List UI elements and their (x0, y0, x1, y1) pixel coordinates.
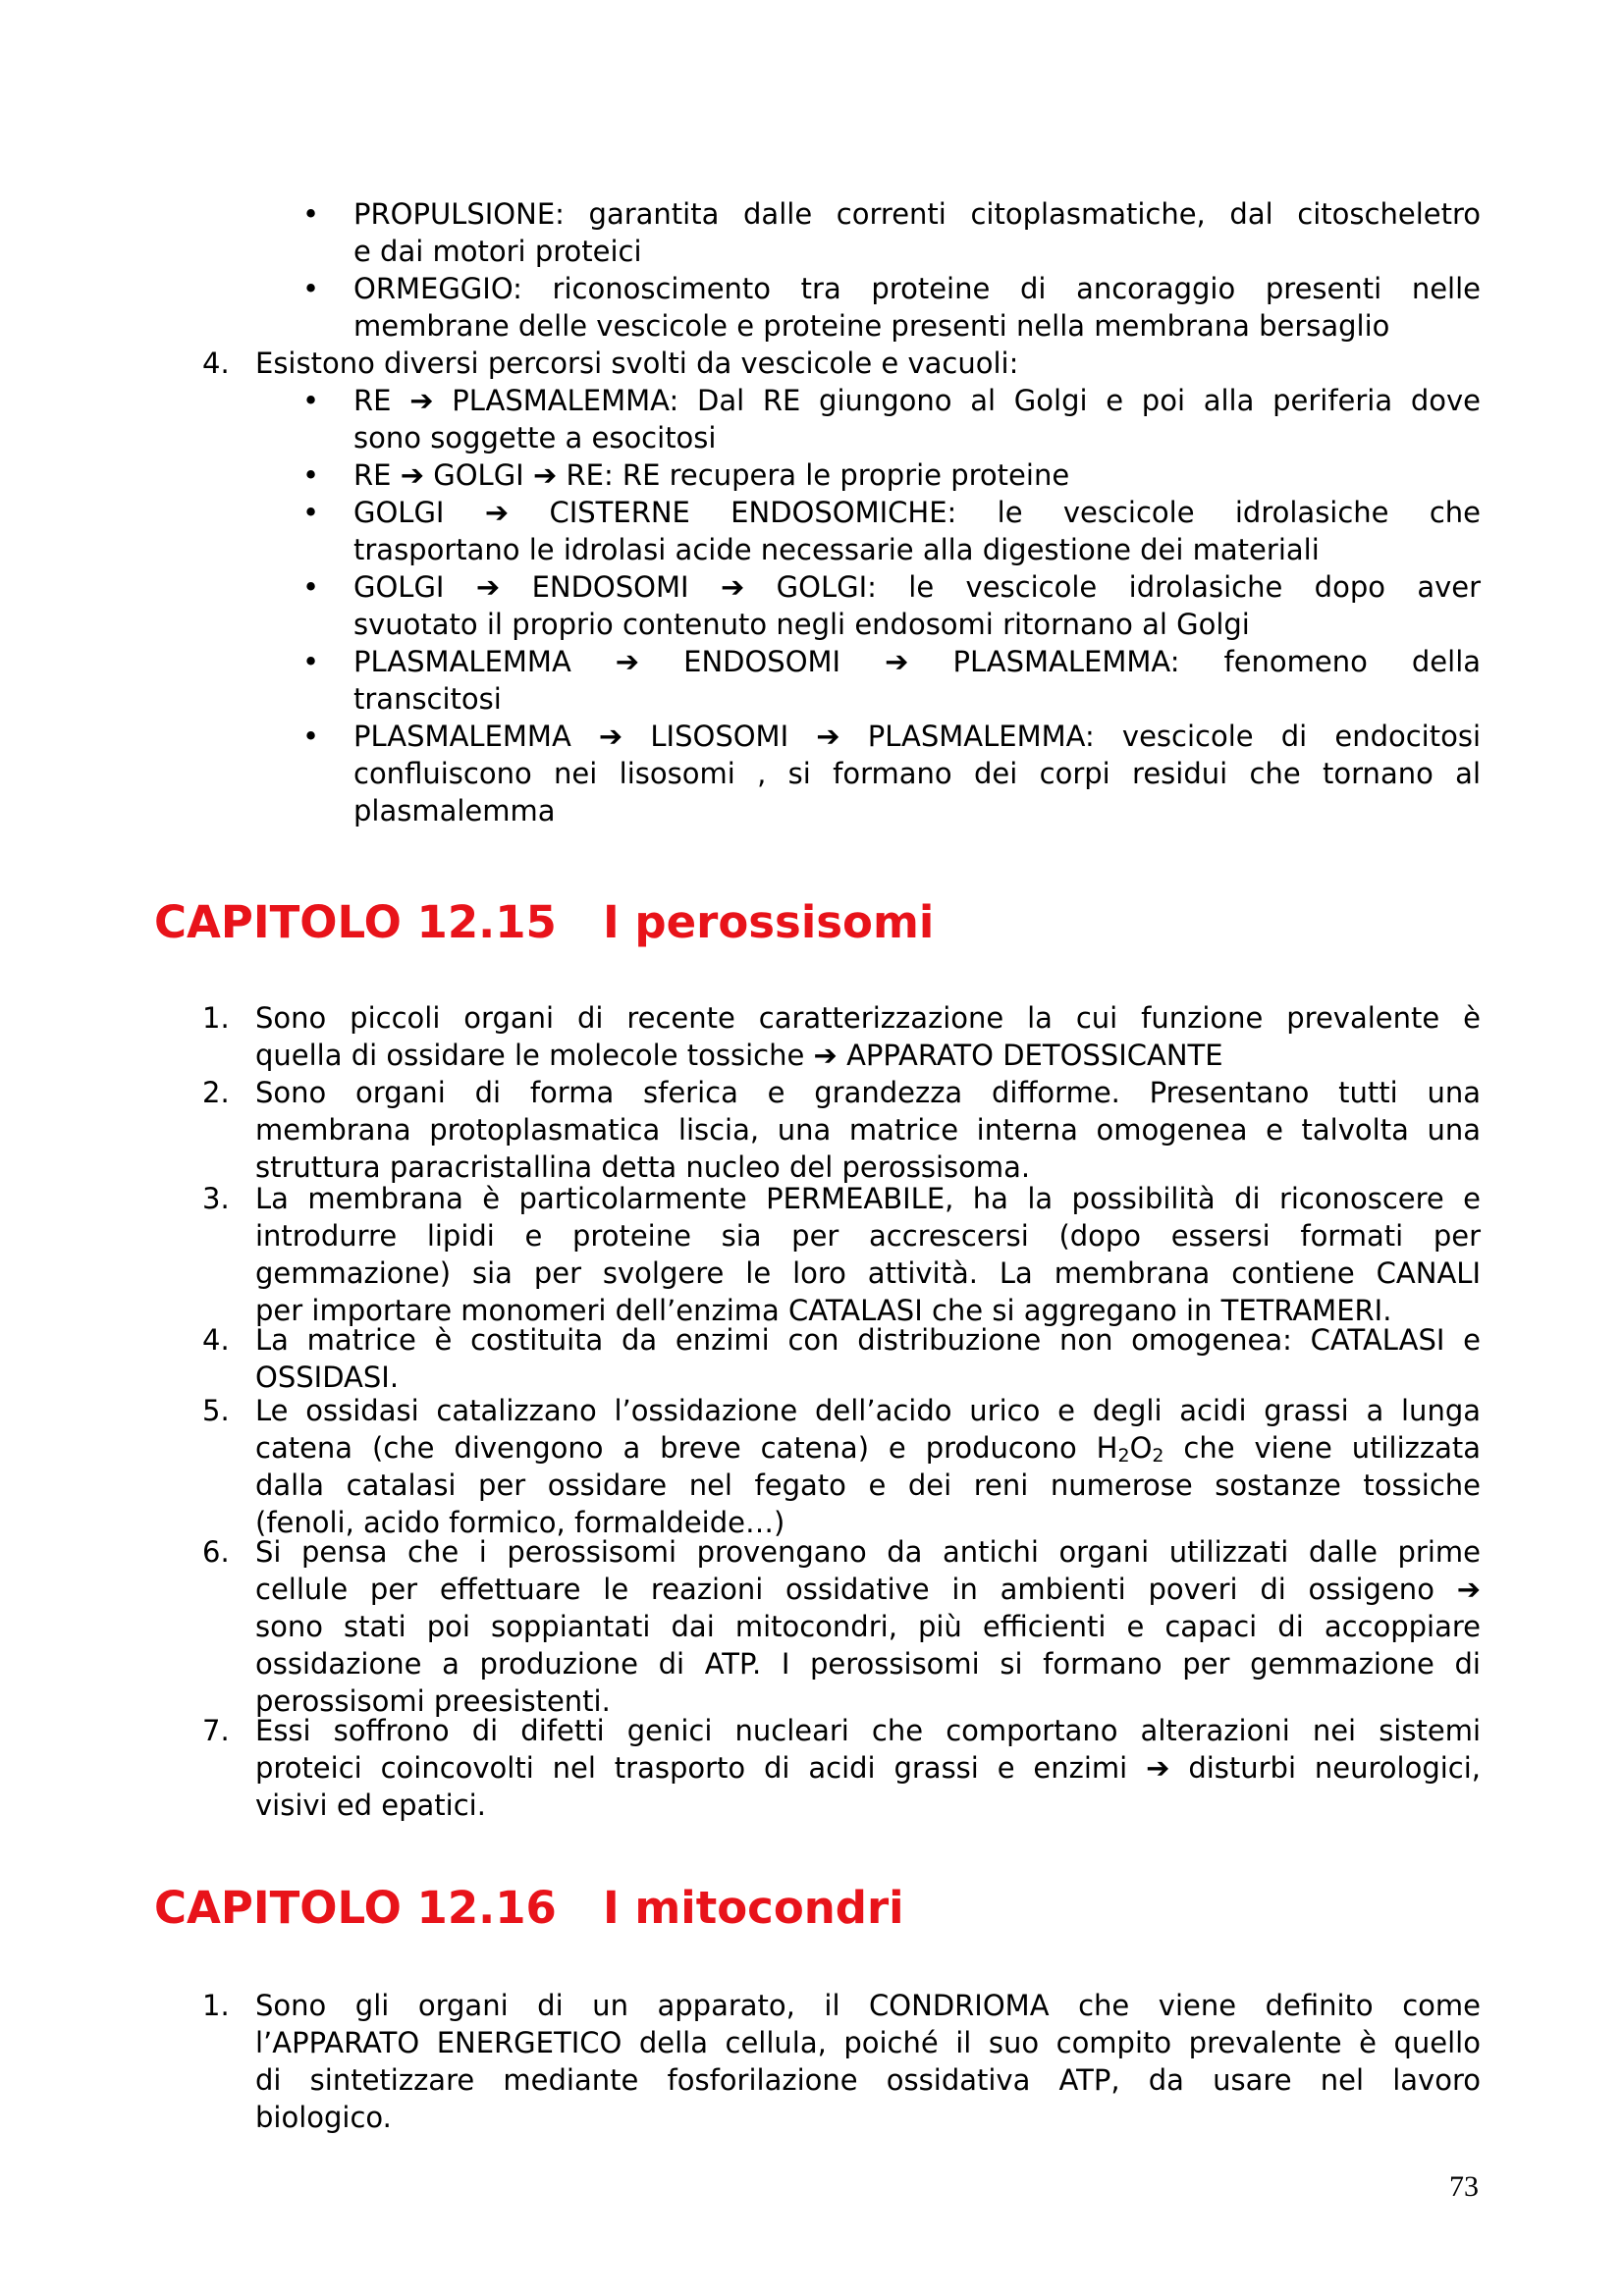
text-line: Sono organi di forma sferica e grandezza difforme. Presentano tutti una (255, 1076, 1481, 1109)
text-line: dalla catalasi per ossidare nel fegato e dei reni numerose sostanze tossiche (255, 1468, 1481, 1502)
text-line: PROPULSIONE: garantita dalle correnti citoplasmatiche, dal citoscheletro (353, 197, 1481, 231)
text-line: (fenoli, acido formico, formaldeide…) (255, 1506, 785, 1539)
text-line: plasmalemma (353, 794, 556, 828)
text-line: l’APPARATO ENERGETICO della cellula, poiché il suo compito prevalente è quello (255, 2026, 1481, 2059)
item-number: 3. (202, 1182, 230, 1215)
bullet-icon: • (302, 496, 320, 529)
arrow-right-icon: ➔ (615, 645, 640, 678)
text-line: e dai motori proteici (353, 235, 642, 268)
text-line: sono stati poi soppiantati dai mitocondri, più efficienti e capaci di accoppiare (255, 1610, 1481, 1643)
arrow-right-icon: ➔ (720, 570, 745, 604)
bullet-icon: • (302, 570, 320, 604)
arrow-right-icon: ➔ (400, 458, 425, 492)
text-line: PLASMALEMMA ➔ ENDOSOMI ➔ PLASMALEMMA: fenomeno della (353, 645, 1482, 678)
arrow-right-icon: ➔ (475, 570, 501, 604)
text-line: La membrana è particolarmente PERMEABILE, ha la possibilità di riconoscere e (255, 1182, 1481, 1215)
text-line: proteici coincovolti nel trasporto di acidi grassi e enzimi ➔ disturbi neurologici, (255, 1751, 1482, 1785)
bullet-icon: • (302, 197, 320, 231)
text-line: Sono gli organi di un apparato, il CONDRIOMA che viene definito come (255, 1989, 1481, 2022)
chapter-heading (154, 895, 934, 950)
text-line: Le ossidasi catalizzano l’ossidazione dell’acido urico e degli acidi grassi a lunga (255, 1394, 1481, 1427)
chapter-number: CAPITOLO 12.15 (154, 896, 557, 948)
arrow-right-icon: ➔ (532, 458, 558, 492)
text-line: struttura paracristallina detta nucleo del perossisoma. (255, 1150, 1031, 1184)
text-line: Sono piccoli organi di recente caratterizzazione la cui funzione prevalente è (255, 1001, 1481, 1035)
arrow-right-icon: ➔ (1456, 1573, 1481, 1606)
text-line: GOLGI ➔ ENDOSOMI ➔ GOLGI: le vescicole idrolasiche dopo aver (353, 570, 1482, 604)
text-line: membrane delle vescicole e proteine presenti nella membrana bersaglio (353, 309, 1390, 343)
text-line: membrana protoplasmatica liscia, una matrice interna omogenea e talvolta una (255, 1113, 1481, 1147)
text-line: trasportano le idrolasi acide necessarie alla digestione dei materiali (353, 533, 1320, 566)
item-number: 6. (202, 1535, 230, 1569)
chapter-title: I perossisomi (603, 896, 935, 948)
bullet-icon: • (302, 720, 320, 753)
text-line: PLASMALEMMA ➔ LISOSOMI ➔ PLASMALEMMA: vescicole di endocitosi (353, 720, 1482, 753)
item-number: 7. (202, 1714, 230, 1747)
text-line: transcitosi (353, 682, 502, 716)
text-line: svuotato il proprio contenuto negli endosomi ritornano al Golgi (353, 608, 1250, 641)
text-line: La matrice è costituita da enzimi con distribuzione non omogenea: CATALASI e (255, 1323, 1481, 1357)
text-line: OSSIDASI. (255, 1361, 400, 1394)
text-line: sono soggette a esocitosi (353, 421, 717, 454)
arrow-right-icon: ➔ (484, 496, 510, 529)
item-number: 2. (202, 1076, 230, 1109)
text-line: Esistono diversi percorsi svolti da vescicole e vacuoli: (255, 347, 1019, 380)
bullet-icon: • (302, 272, 320, 305)
bullet-icon: • (302, 384, 320, 417)
text-line: visivi ed epatici. (255, 1789, 486, 1822)
text-line: quella di ossidare le molecole tossiche ➔ APPARATO DETOSSICANTE (255, 1039, 1223, 1072)
page-number: 73 (1449, 2170, 1479, 2203)
text-line: perossisomi preesistenti. (255, 1684, 611, 1718)
text-line: di sintetizzare mediante fosforilazione ossidativa ATP, da usare nel lavoro (255, 2063, 1481, 2097)
text-line: Essi soffrono di difetti genici nucleari che comportano alterazioni nei sistemi (255, 1714, 1481, 1747)
arrow-right-icon: ➔ (598, 720, 623, 753)
arrow-right-icon: ➔ (409, 384, 434, 417)
text-line: catena (che divengono a breve catena) e producono $H_2O_2$ che viene utilizzata (255, 1431, 1481, 1467)
arrow-right-icon: ➔ (816, 720, 840, 753)
text-line: biologico. (255, 2101, 392, 2134)
item-number: 4. (202, 1323, 230, 1357)
item-number: 1. (202, 1001, 230, 1035)
text-line: Si pensa che i perossisomi provengano da antichi organi utilizzati dalle prime (255, 1535, 1481, 1569)
text-line: cellule per effettuare le reazioni ossidative in ambienti poveri di ossigeno ➔ (255, 1573, 1481, 1606)
arrow-right-icon: ➔ (885, 645, 909, 678)
text-line: RE ➔ GOLGI ➔ RE: RE recupera le proprie proteine (353, 458, 1070, 492)
item-number: 5. (202, 1394, 230, 1427)
bullet-icon: • (302, 458, 320, 492)
bullet-icon: • (302, 645, 320, 678)
text-line: introdurre lipidi e proteine sia per accrescersi (dopo essersi formati per (255, 1219, 1481, 1253)
text-line: GOLGI ➔ CISTERNE ENDOSOMICHE: le vescicole idrolasiche che (353, 496, 1482, 529)
chapter-heading (154, 1881, 904, 1936)
arrow-right-icon: ➔ (1146, 1751, 1170, 1785)
chapter-title: I mitocondri (603, 1882, 904, 1934)
chapter-number: CAPITOLO 12.16 (154, 1882, 557, 1934)
text-line: confluiscono nei lisosomi , si formano dei corpi residui che tornano al (353, 757, 1481, 790)
text-line: per importare monomeri dell’enzima CATALASI che si aggregano in TETRAMERI. (255, 1294, 1392, 1327)
text-line: ORMEGGIO: riconoscimento tra proteine di ancoraggio presenti nelle (353, 272, 1481, 305)
text-line: gemmazione) sia per svolgere le loro attività. La membrana contiene CANALI (255, 1256, 1481, 1290)
item-number: 4. (202, 347, 230, 380)
arrow-right-icon: ➔ (813, 1039, 838, 1072)
item-number: 1. (202, 1989, 230, 2022)
text-line: RE ➔ PLASMALEMMA: Dal RE giungono al Golgi e poi alla periferia dove (353, 384, 1482, 417)
text-line: ossidazione a produzione di ATP. I perossisomi si formano per gemmazione di (255, 1647, 1481, 1681)
